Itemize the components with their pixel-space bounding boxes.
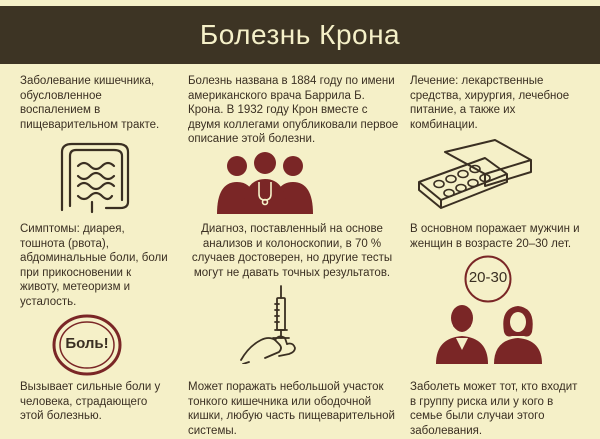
risk-text: Заболеть может тот, кто входит в группу риска или у кого в семье были случаи этого заболевания. bbox=[410, 381, 578, 437]
syringe-hand-icon bbox=[235, 282, 325, 364]
definition-text: Заболевание кишечника, обусловленное воспалением в пищеварительном тракте. bbox=[20, 75, 160, 131]
doctors-icon bbox=[215, 152, 315, 214]
intestine-icon bbox=[40, 140, 150, 215]
gender-age-text: В основном поражает мужчин и женщин в возрасте 20–30 лет. bbox=[410, 223, 580, 250]
pain-label: Боль! bbox=[65, 335, 109, 352]
man-woman-icon bbox=[434, 304, 546, 364]
area-text: Может поражать небольшой участок тонкого кишечника или ободочной кишки, любую часть пищеварительной системы. bbox=[188, 381, 395, 437]
named-text: Болезнь названа в 1884 году по имени американского врача Баррила Б. Крона. В 1932 году Крон вместе с двумя коллегами опубликовали первое описание этой болезни. bbox=[188, 75, 399, 145]
header-bar bbox=[0, 6, 600, 64]
age-badge-icon bbox=[464, 255, 512, 303]
symptoms-text: Симптомы: диарея, тошнота (рвота), абдоминальные боли, боли при прикосновении к животу, метеоризм и усталость. bbox=[20, 223, 168, 308]
pill-pack-icon bbox=[415, 138, 537, 212]
pain-badge-icon bbox=[52, 314, 122, 376]
diagnosis-text: Диагноз, поставленный на основе анализов и колоноскопии, в 70 % случаев достоверен, но другие тесты могут не давать точных результатов. bbox=[191, 223, 393, 279]
age-label: 20-30 bbox=[468, 269, 508, 286]
treatment-text: Лечение: лекарственные средства, хирургия, лечебное питание, а также их комбинации. bbox=[410, 75, 570, 131]
page-title: Болезнь Крона bbox=[199, 19, 401, 50]
pain-text: Вызывает сильные боли у человека, страдающего этой болезнью. bbox=[20, 381, 161, 422]
